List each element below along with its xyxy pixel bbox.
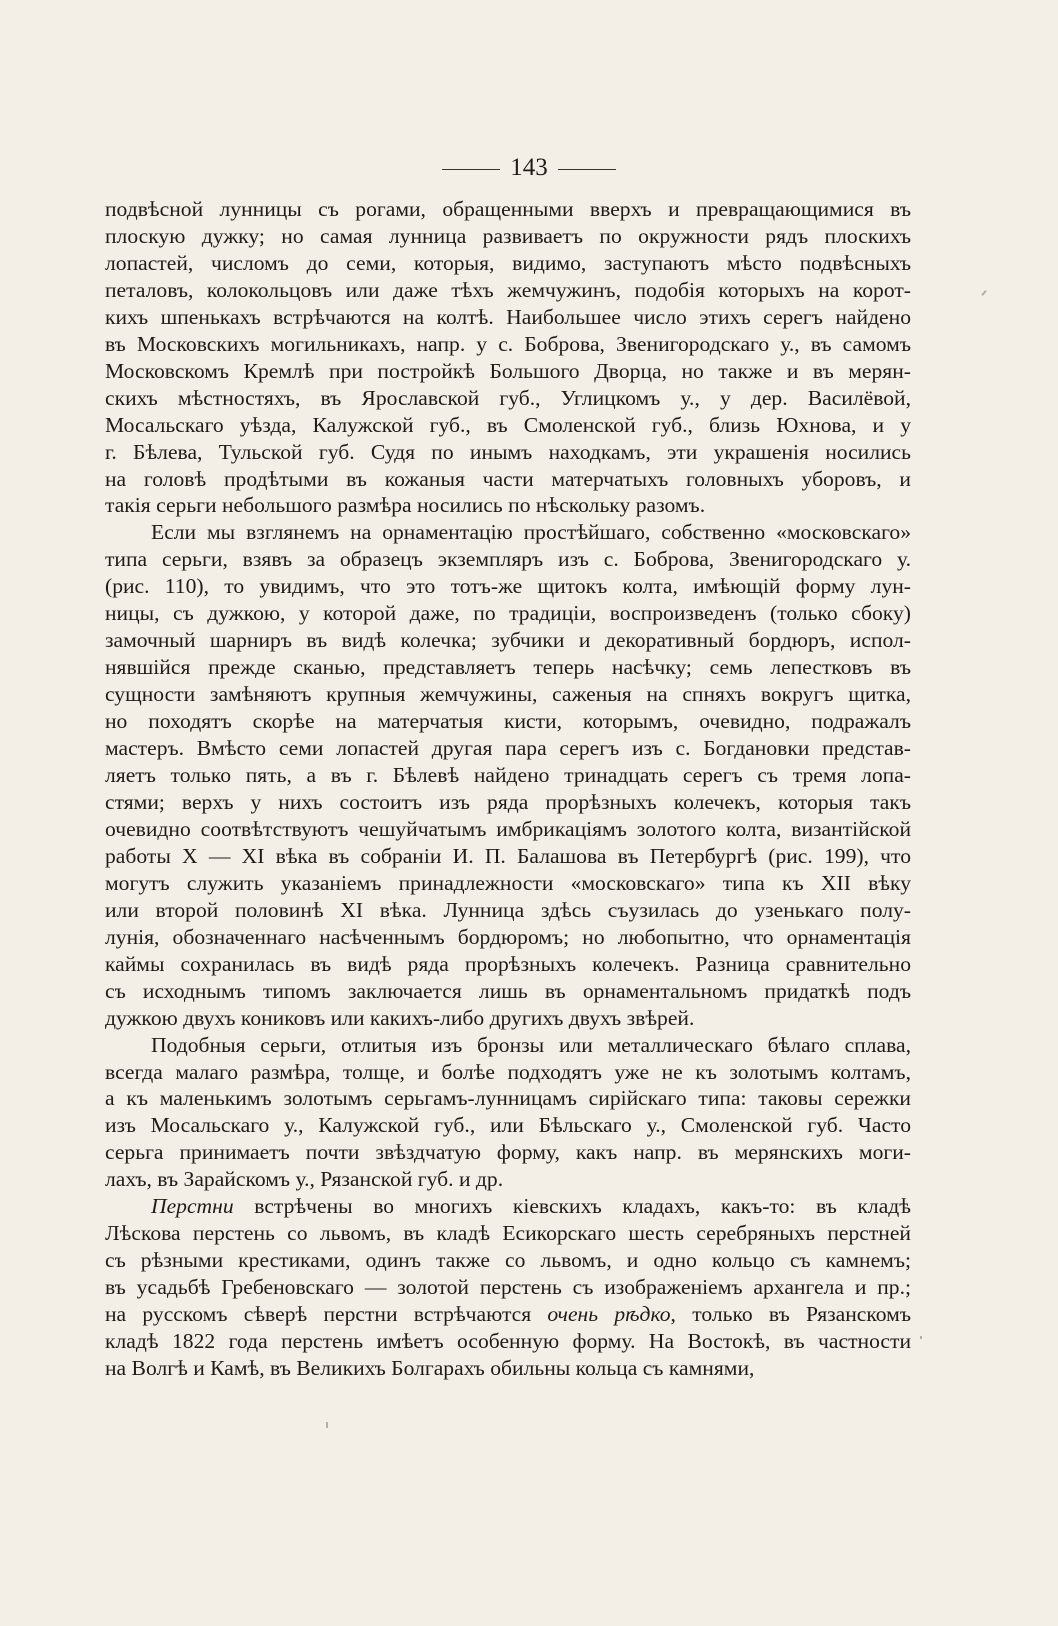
text-line: Если мы взглянемъ на орнаментацію простѣйшаго, собственно «московскаго» <box>151 520 911 545</box>
paragraph-2 <box>105 519 911 1031</box>
text-line: кихъ шпенькахъ встрѣчаются на колтѣ. Наибольшее число этихъ серегъ найдено <box>105 304 911 329</box>
paragraph-4 <box>105 1193 911 1382</box>
text-line: серьга принимаетъ почти звѣздчатую форму, какъ напр. въ мерянскихъ моги- <box>105 1140 911 1165</box>
text-line: на головѣ продѣтыми въ кожаныя части матерчатыхъ головныхъ уборовъ, и <box>105 466 911 491</box>
paragraph-1 <box>105 196 911 519</box>
italic-text: Перстни <box>151 1194 234 1219</box>
text-line: работы X — XI вѣка въ собраніи И. П. Балашова въ Петербургѣ (рис. 199), что <box>105 843 911 868</box>
text-line: лунія, обозначеннаго насѣченнымъ бордюромъ; но любопытно, что орнаментація <box>105 924 911 949</box>
text-line: на русскомъ сѣверѣ перстни встрѣчаются очень рѣдко, только въ Рязанскомъ <box>105 1302 911 1327</box>
text-line: въ усадьбѣ Гребеновскаго — золотой перстень съ изображеніемъ архангела и пр.; <box>105 1275 911 1300</box>
text-line: Мосальскаго уѣзда, Калужской губ., въ Смоленской губ., близь Юхнова, и у <box>105 412 911 437</box>
text-line: стями; верхъ у нихъ состоитъ изъ ряда прорѣзныхъ колечекъ, которыя такъ <box>105 789 911 814</box>
header-rule-left <box>442 169 500 170</box>
text-line: ляетъ только пять, а въ г. Бѣлевѣ найдено тринадцать серегъ съ тремя лопа- <box>105 763 911 788</box>
text-line: петаловъ, колокольцовъ или даже тѣхъ жемчужинъ, подобія которыхъ на корот- <box>105 277 911 302</box>
header-rule-right <box>558 169 616 170</box>
text-line: Перстни встрѣчены во многихъ кіевскихъ кладахъ, какъ-то: въ кладѣ <box>151 1194 911 1219</box>
page-header <box>0 153 1058 183</box>
text-line: Лѣскова перстень со львомъ, въ кладѣ Есикорскаго шесть серебряныхъ перстней <box>105 1221 911 1246</box>
text-line: г. Бѣлева, Тульской губ. Судя по инымъ находкамъ, эти украшенія носились <box>105 439 911 464</box>
text-line: очевидно соотвѣтствуютъ чешуйчатымъ имбрикаціямъ золотого колта, византійской <box>105 816 911 841</box>
text-line: ницы, съ дужкою, у которой даже, по традиціи, воспроизведенъ (только сбоку) <box>105 601 911 626</box>
text-line: сущности замѣняютъ крупныя жемчужины, саженыя на спняхъ вокругъ щитка, <box>105 682 911 707</box>
text-line: дужкою двухъ кониковъ или какихъ-либо другихъ двухъ звѣрей. <box>105 1005 695 1030</box>
text-line: всегда малаго размѣра, толще, и болѣе подходятъ уже не къ золотымъ колтамъ, <box>105 1059 911 1084</box>
text-line: кладѣ 1822 года перстень имѣетъ особенную форму. На Востокѣ, въ частности <box>105 1329 911 1354</box>
text-line: плоскую дужку; но самая лунница развиваетъ по окружности рядъ плоскихъ <box>105 223 911 248</box>
text-line: замочный шарниръ въ видѣ колечка; зубчики и декоративный бордюръ, испол- <box>105 628 911 653</box>
paper-speck <box>920 1336 922 1339</box>
text-line: но походятъ скорѣе на матерчатыя кисти, которымъ, очевидно, подражалъ <box>105 709 911 734</box>
text-line: нявшійся прежде сканью, представляетъ теперь насѣчку; семь лепестковъ въ <box>105 655 911 680</box>
text-line: на Волгѣ и Камѣ, въ Великихъ Болгарахъ обильны кольца съ камнями, <box>105 1355 755 1380</box>
text-line: мастеръ. Вмѣсто семи лопастей другая пара серегъ изъ с. Богдановки представ- <box>105 736 911 761</box>
text-line: лопастей, числомъ до семи, которыя, видимо, заступаютъ мѣсто подвѣсныхъ <box>105 250 911 275</box>
text-line: типа серьги, взявъ за образецъ экземпляръ изъ с. Боброва, Звенигородскаго у. <box>105 547 911 572</box>
body-text <box>105 196 911 1382</box>
text-line: а къ маленькимъ золотымъ серьгамъ-лунницамъ сирійскаго типа: таковы сережки <box>105 1086 911 1111</box>
italic-text: очень рѣдко <box>547 1302 671 1327</box>
paper-speck <box>981 290 986 296</box>
text-line: каймы сохранилась въ видѣ ряда прорѣзныхъ колечекъ. Разница сравнительно <box>105 951 911 976</box>
text-line: такія серьги небольшого размѣра носились по нѣскольку разомъ. <box>105 493 706 518</box>
text-line: могутъ служить указаніемъ принадлежности «московскаго» типа къ XII вѣку <box>105 870 911 895</box>
paragraph-3 <box>105 1032 911 1194</box>
page-number: 143 <box>510 154 548 181</box>
text-line: Подобныя серьги, отлитыя изъ бронзы или металлическаго бѣлаго сплава, <box>151 1032 911 1057</box>
text-line: въ Московскихъ могильникахъ, напр. у с. Боброва, Звенигородскаго у., въ самомъ <box>105 331 911 356</box>
text-line: скихъ мѣстностяхъ, въ Ярославской губ., Углицкомъ у., у дер. Василёвой, <box>105 385 911 410</box>
text-line: лахъ, въ Зарайскомъ у., Рязанской губ. и др. <box>105 1167 504 1192</box>
text-line: съ рѣзными крестиками, одинъ также со львомъ, и одно кольцо съ камнемъ; <box>105 1248 911 1273</box>
text-line: изъ Мосальскаго у., Калужской губ., или Бѣльскаго у., Смоленской губ. Часто <box>105 1113 911 1138</box>
text-line: съ исходнымъ типомъ заключается лишь въ орнаментальномъ придаткѣ подъ <box>105 978 911 1003</box>
text-line: подвѣсной лунницы съ рогами, обращенными вверхъ и превращающимися въ <box>105 197 911 221</box>
text-line: или второй половинѣ XI вѣка. Лунница здѣсь съузилась до узенькаго полу- <box>105 897 911 922</box>
text-line: Московскомъ Кремлѣ при постройкѣ Большого Дворца, но также и въ мерян- <box>105 358 911 383</box>
text-line: (рис. 110), то увидимъ, что это тотъ-же щитокъ колта, имѣющій форму лун- <box>105 574 911 599</box>
paper-speck <box>326 1422 328 1428</box>
